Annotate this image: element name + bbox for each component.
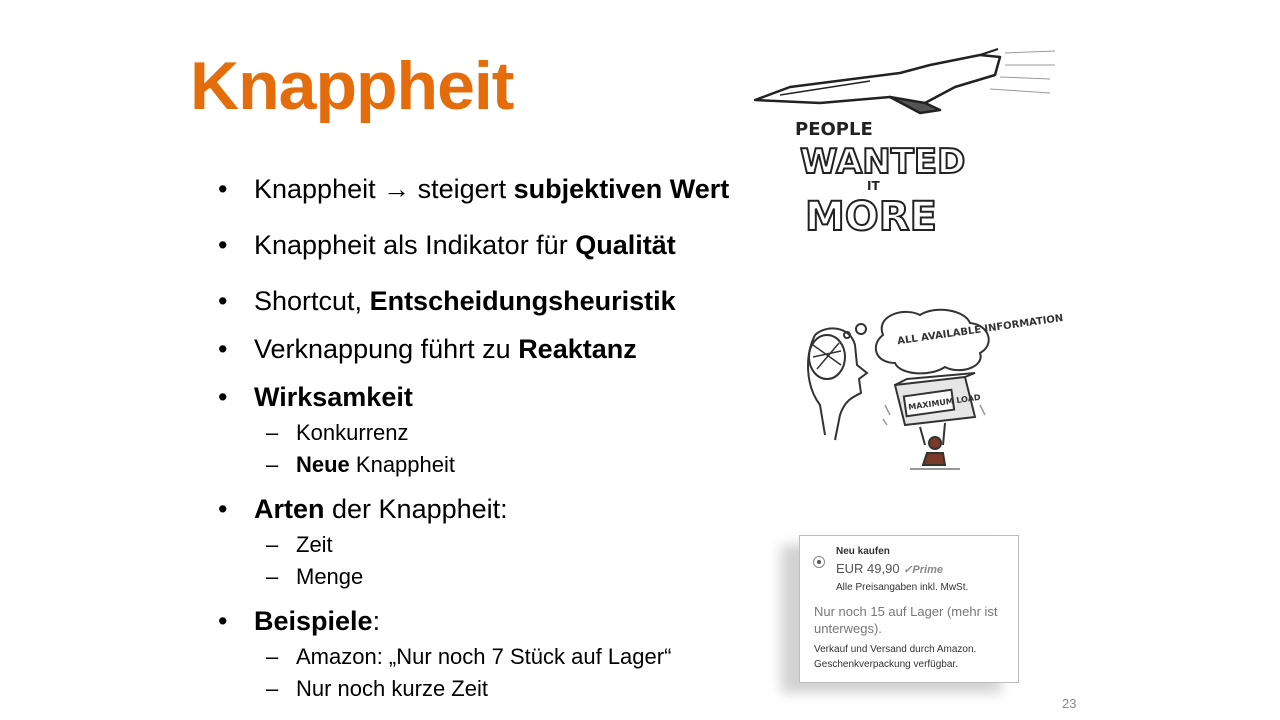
sub-text: Nur noch kurze Zeit — [296, 676, 488, 701]
offer-price-line — [836, 561, 943, 576]
bullet-text: Shortcut, — [254, 286, 370, 316]
arrow-right-icon: → — [383, 174, 411, 204]
bullet-text: Verknappung führt zu — [254, 334, 519, 364]
bullet-dot: • — [218, 606, 228, 636]
concorde-illustration — [750, 45, 1060, 245]
bullet-dot: • — [218, 286, 228, 316]
shipping-line: Verkauf und Versand durch Amazon. — [814, 644, 977, 655]
slide-title: Knappheit — [190, 48, 514, 124]
cartoon-box-text: MAXIMUM LOAD — [907, 392, 982, 412]
sub-bold: Neue — [296, 452, 350, 477]
sub-text: Amazon: „Nur noch 7 Stück auf Lager“ — [296, 644, 672, 669]
image-caption: MORE — [805, 194, 937, 240]
image-caption: PEOPLE — [795, 119, 873, 140]
bullet-text: steigert — [410, 174, 514, 204]
offer-vat-note: Alle Preisangaben inkl. MwSt. — [836, 582, 969, 593]
bullet-dot: • — [218, 334, 228, 364]
page-number: 23 — [1062, 696, 1077, 711]
sub-text: Konkurrenz — [296, 420, 409, 445]
offer-shipping-note — [814, 642, 1010, 672]
bullet-bold: Qualität — [575, 230, 676, 260]
bullet-text: Knappheit — [254, 174, 384, 204]
bullet-dot: • — [218, 382, 228, 412]
image-caption: WANTED — [800, 142, 966, 182]
bullet-bold: Entscheidungsheuristik — [369, 286, 676, 316]
radio-button-icon — [813, 556, 825, 568]
image-caption: IT — [867, 179, 880, 193]
information-overload-cartoon — [795, 305, 1065, 475]
bullet-bold: Wirksamkeit — [254, 382, 413, 412]
bullet-dot: • — [218, 494, 228, 524]
bullet-text: Knappheit als Indikator für — [254, 230, 576, 260]
sub-dash: – — [266, 532, 279, 557]
prime-badge: ✓Prime — [903, 564, 944, 576]
cartoon-cloud-text: ALL AVAILABLE INFORMATION — [896, 312, 1065, 348]
amazon-offer-screenshot — [799, 535, 1019, 683]
sub-dash: – — [266, 644, 279, 669]
sub-dash: – — [266, 420, 279, 445]
bullet-bold: subjektiven Wert — [513, 174, 730, 204]
bullet-bold: Arten — [254, 494, 325, 524]
bullet-dot: • — [218, 230, 228, 260]
offer-price: EUR 49,90 — [836, 561, 900, 576]
bullet-bold: Reaktanz — [518, 334, 637, 364]
sub-dash: – — [266, 564, 279, 589]
sub-dash: – — [266, 676, 279, 701]
airplane-icon — [755, 49, 1000, 113]
bullet-text: der Knappheit: — [324, 494, 508, 524]
sub-text: Menge — [296, 564, 364, 589]
offer-stock-note: Nur noch 15 auf Lager (mehr ist unterwegs). — [814, 604, 998, 636]
shipping-line: Geschenkverpackung verfügbar. — [814, 659, 958, 670]
offer-heading: Neu kaufen — [836, 546, 890, 557]
bullet-dot: • — [218, 174, 228, 204]
sub-text: Knappheit — [349, 452, 455, 477]
bullet-text: : — [372, 606, 381, 636]
sub-text: Zeit — [296, 532, 333, 557]
sub-dash: – — [266, 452, 279, 477]
bullet-bold: Beispiele — [254, 606, 373, 636]
